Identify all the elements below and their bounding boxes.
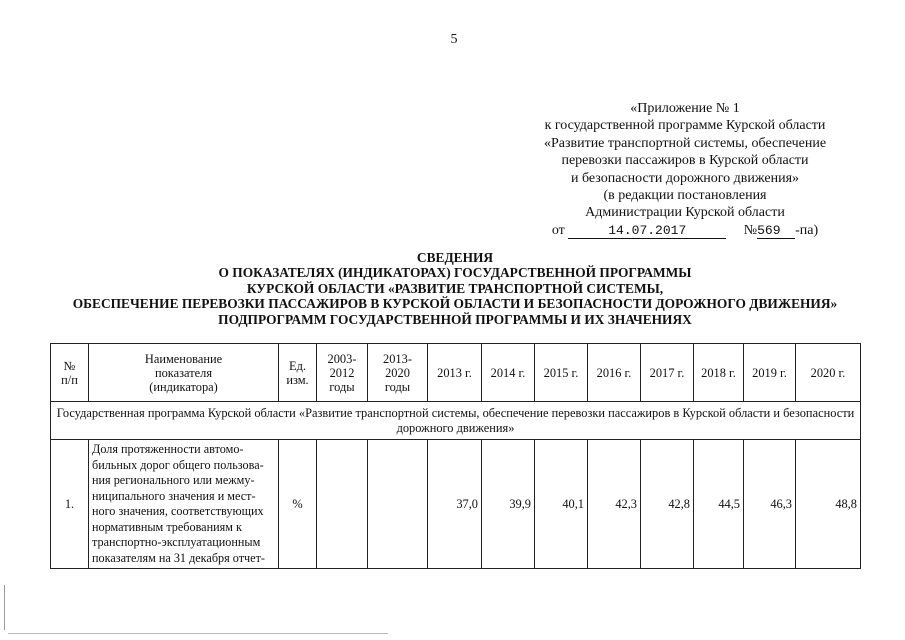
header-year: 2013 г. bbox=[428, 344, 482, 402]
page-number: 5 bbox=[450, 32, 458, 47]
header-num: № п/п bbox=[51, 344, 89, 402]
section-row bbox=[51, 402, 861, 440]
year-value-cell: 48,8 bbox=[796, 440, 861, 569]
heading-line: СВЕДЕНИЯ bbox=[416, 250, 494, 265]
header-year: 2016 г. bbox=[588, 344, 641, 402]
header-year: 2015 г. bbox=[535, 344, 588, 402]
appendix-block bbox=[520, 100, 850, 239]
date-prefix: от bbox=[551, 222, 565, 238]
appendix-date-line bbox=[520, 222, 850, 239]
year-value-cell: 42,8 bbox=[641, 440, 694, 569]
heading-line: ПОДПРОГРАММ ГОСУДАРСТВЕННОЙ ПРОГРАММЫ И ИХ ЗНАЧЕНИЯХ bbox=[218, 311, 692, 327]
year-value-cell: 42,3 bbox=[588, 440, 641, 569]
section-title: Государственная программа Курской области «Развитие транспортной системы, обеспечение перевозки пассажиров в Курской области и безопасности дорожного движения» bbox=[51, 402, 861, 440]
header-year: 2014 г. bbox=[482, 344, 535, 402]
appendix-line: Администрации Курской области bbox=[585, 205, 785, 221]
number-suffix: -па) bbox=[795, 222, 819, 238]
scan-edge-left bbox=[4, 585, 5, 630]
header-year: 2020 г. bbox=[796, 344, 861, 402]
indicators-table bbox=[50, 343, 861, 569]
year-value-cell: 40,1 bbox=[535, 440, 588, 569]
row-number: 1. bbox=[51, 440, 89, 569]
header-unit: Ед. изм. bbox=[279, 344, 317, 402]
decree-number: 569 bbox=[757, 224, 795, 239]
year-value-cell: 39,9 bbox=[482, 440, 535, 569]
number-prefix: № bbox=[743, 222, 758, 238]
table-header-row bbox=[51, 344, 861, 402]
heading-line: КУРСКОЙ ОБЛАСТИ «РАЗВИТИЕ ТРАНСПОРТНОЙ СИСТЕМЫ, bbox=[246, 280, 664, 296]
appendix-line: (в редакции постановления bbox=[603, 188, 767, 204]
header-year: 2017 г. bbox=[641, 344, 694, 402]
scan-edge-bottom bbox=[8, 633, 388, 634]
appendix-line: перевозки пассажиров в Курской области bbox=[561, 153, 809, 169]
table-row bbox=[51, 440, 861, 569]
header-period-2013-2020: 2013- 2020 годы bbox=[368, 344, 428, 402]
period-value-cell bbox=[368, 440, 428, 569]
appendix-line: к государственной программе Курской области bbox=[544, 118, 826, 134]
heading-line: О ПОКАЗАТЕЛЯХ (ИНДИКАТОРАХ) ГОСУДАРСТВЕННОЙ ПРОГРАММЫ bbox=[218, 265, 692, 281]
appendix-line: «Развитие транспортной системы, обеспечение bbox=[543, 135, 827, 151]
indicator-name: Доля протяженности автомо- бильных дорог общего пользова- ния регионального или межму- ниципального значения и мест- ного значения, соответствующих нормативным требованиям к транспортно-эксплуатационным показателям на 31 декабря отчет- bbox=[89, 440, 279, 569]
decree-date: 14.07.2017 bbox=[568, 224, 726, 239]
year-value-cell: 46,3 bbox=[744, 440, 796, 569]
header-year: 2018 г. bbox=[694, 344, 744, 402]
header-year: 2019 г. bbox=[744, 344, 796, 402]
header-name: Наименование показателя (индикатора) bbox=[89, 344, 279, 402]
appendix-line: «Приложение № 1 bbox=[630, 101, 740, 116]
unit-cell: % bbox=[279, 440, 317, 569]
heading-line: ОБЕСПЕЧЕНИЕ ПЕРЕВОЗКИ ПАССАЖИРОВ В КУРСКОЙ ОБЛАСТИ И БЕЗОПАСНОСТИ ДОРОЖНОГО ДВИЖЕНИЯ» bbox=[72, 296, 838, 312]
period-value-cell bbox=[317, 440, 368, 569]
appendix-line: и безопасности дорожного движения» bbox=[570, 170, 800, 186]
document-heading bbox=[40, 250, 870, 327]
year-value-cell: 44,5 bbox=[694, 440, 744, 569]
header-period-2003-2012: 2003- 2012 годы bbox=[317, 344, 368, 402]
year-value-cell: 37,0 bbox=[428, 440, 482, 569]
